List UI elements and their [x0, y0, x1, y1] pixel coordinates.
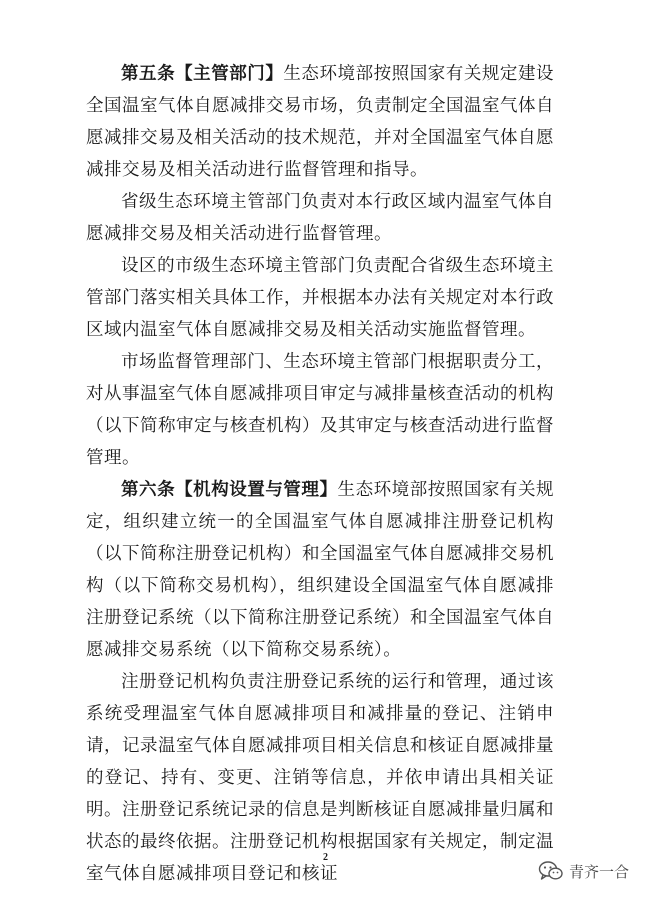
paragraph-text: 市场监督管理部门、生态环境主管部门根据职责分工，对从事温室气体自愿减排项目审定与减排量核查活动的机构（以下简称审定与核查机构）及其审定与核查活动进行监督管理。 [86, 352, 554, 468]
paragraph-text: 省级生态环境主管部门负责对本行政区域内温室气体自愿减排交易及相关活动进行监督管理。 [86, 192, 554, 244]
page-number: 2 [323, 852, 328, 863]
paragraph-text: 生态环境部按照国家有关规定建设全国温室气体自愿减排交易市场，负责制定全国温室气体自愿减排交易及相关活动的技术规范，并对全国温室气体自愿减排交易及相关活动进行监督管理和指导。 [86, 64, 554, 180]
paragraph-4 [86, 346, 554, 474]
paragraph-text: 设区的市级生态环境主管部门负责配合省级生态环境主管部门落实相关具体工作，并根据本办法有关规定对本行政区域内温室气体自愿减排交易及相关活动实施监督管理。 [86, 256, 554, 340]
article-heading: 第六条【机构设置与管理】 [121, 480, 338, 500]
wechat-icon [538, 860, 564, 882]
paragraph-text: 生态环境部按照国家有关规定，组织建立统一的全国温室气体自愿减排注册登记机构（以下简称注册登记机构）和全国温室气体自愿减排交易机构（以下简称交易机构），组织建设全国温室气体自愿减排注册登记系统（以下简称注册登记系统）和全国温室气体自愿减排交易系统（以下简称交易系统）。 [86, 480, 555, 660]
paragraph-2 [86, 186, 554, 250]
paragraph-1 [86, 58, 554, 186]
paragraph-text: 注册登记机构负责注册登记系统的运行和管理，通过该系统受理温室气体自愿减排项目和减排量的登记、注销申请，记录温室气体自愿减排项目相关信息和核证自愿减排量的登记、持有、变更、注销等信息，并依申请出具相关证明。注册登记系统记录的信息是判断核证自愿减排量归属和状态的最终依据。注册登记机构根据国家有关规定，制定温室气体自愿减排项目登记和核证 [86, 672, 554, 884]
watermark-text: 青齐一合 [568, 862, 629, 881]
paragraph-3 [86, 250, 554, 346]
article-heading: 第五条【主管部门】 [121, 64, 284, 84]
document-body [86, 58, 554, 890]
paragraph-5 [86, 474, 554, 666]
watermark [538, 860, 629, 882]
